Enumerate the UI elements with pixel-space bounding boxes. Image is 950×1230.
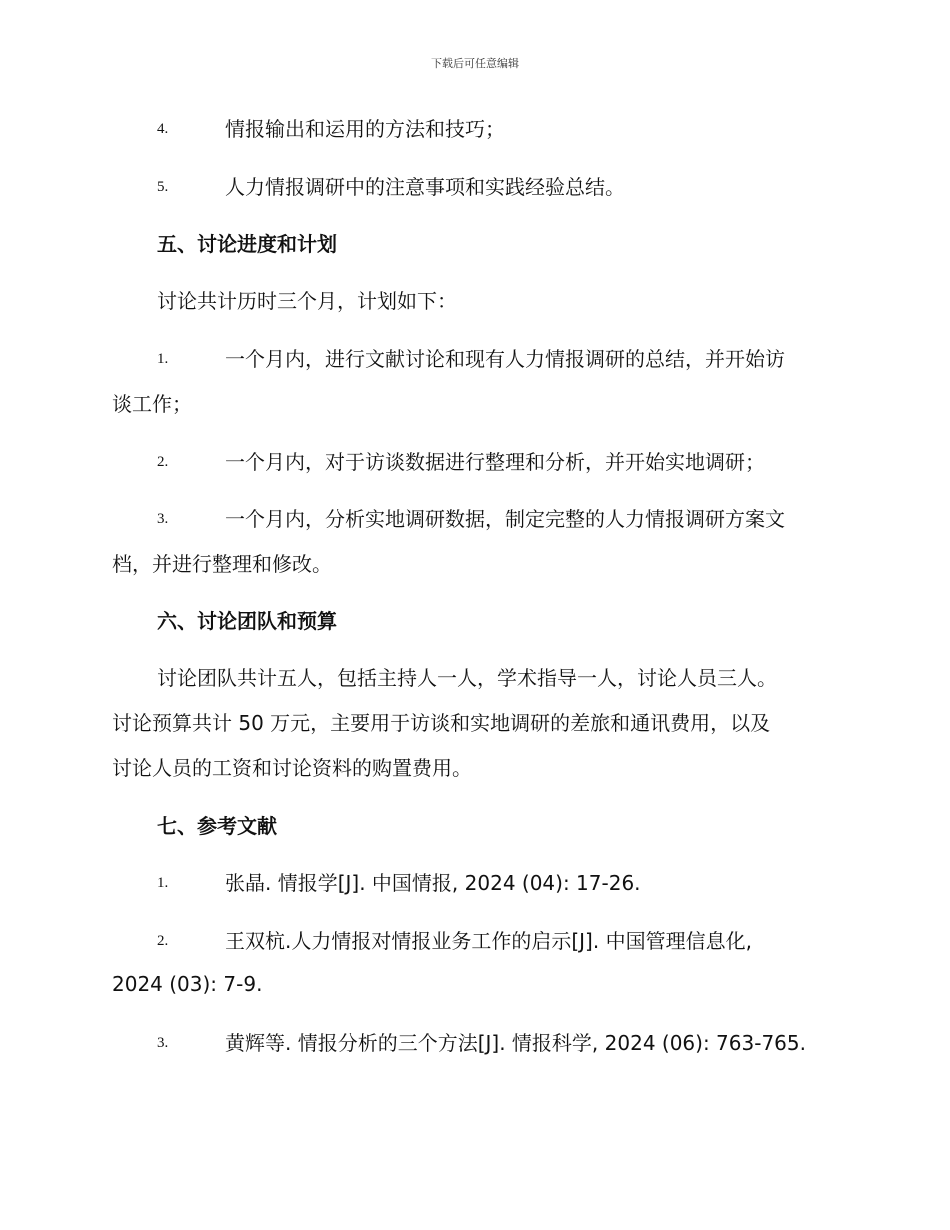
list-item-text: 一个月内，对于访谈数据进行整理和分析，并开始实地调研； — [225, 450, 765, 474]
section-heading: 七、参考文献 — [157, 814, 277, 838]
list-item-text: 人力情报调研中的注意事项和实践经验总结。 — [225, 175, 625, 199]
list-number: 2. — [157, 454, 169, 470]
list-item-continuation: 档，并进行整理和修改。 — [112, 552, 332, 576]
reference-number: 1. — [157, 875, 169, 891]
paragraph-line: 讨论团队共计五人，包括主持人一人，学术指导一人，讨论人员三人。 — [157, 666, 777, 690]
reference-continuation: 2024 (03): 7-9. — [112, 972, 263, 996]
paragraph: 讨论共计历时三个月，计划如下： — [157, 289, 457, 313]
header-note: 下载后可任意编辑 — [431, 57, 519, 70]
paragraph-line: 讨论人员的工资和讨论资料的购置费用。 — [112, 756, 472, 780]
paragraph-line: 讨论预算共计 50 万元，主要用于访谈和实地调研的差旅和通讯费用，以及 — [112, 711, 771, 735]
reference-text: 王双杭.人力情报对情报业务工作的启示[J]. 中国管理信息化, — [225, 929, 752, 953]
list-item-text: 情报输出和运用的方法和技巧； — [225, 117, 505, 141]
list-item-continuation: 谈工作； — [112, 392, 192, 416]
list-number: 5. — [157, 179, 169, 195]
section-heading: 六、讨论团队和预算 — [157, 609, 337, 633]
list-number: 4. — [157, 121, 169, 137]
reference-text: 黄辉等. 情报分析的三个方法[J]. 情报科学, 2024 (06): 763-765. — [225, 1031, 806, 1055]
list-number: 3. — [157, 511, 169, 527]
list-number: 1. — [157, 351, 169, 367]
reference-number: 3. — [157, 1035, 169, 1051]
section-heading: 五、讨论进度和计划 — [157, 232, 337, 256]
list-item-text: 一个月内，分析实地调研数据，制定完整的人力情报调研方案文 — [225, 507, 785, 531]
reference-text: 张晶. 情报学[J]. 中国情报, 2024 (04): 17-26. — [225, 871, 641, 895]
list-item-text: 一个月内，进行文献讨论和现有人力情报调研的总结，并开始访 — [225, 347, 785, 371]
reference-number: 2. — [157, 933, 169, 949]
